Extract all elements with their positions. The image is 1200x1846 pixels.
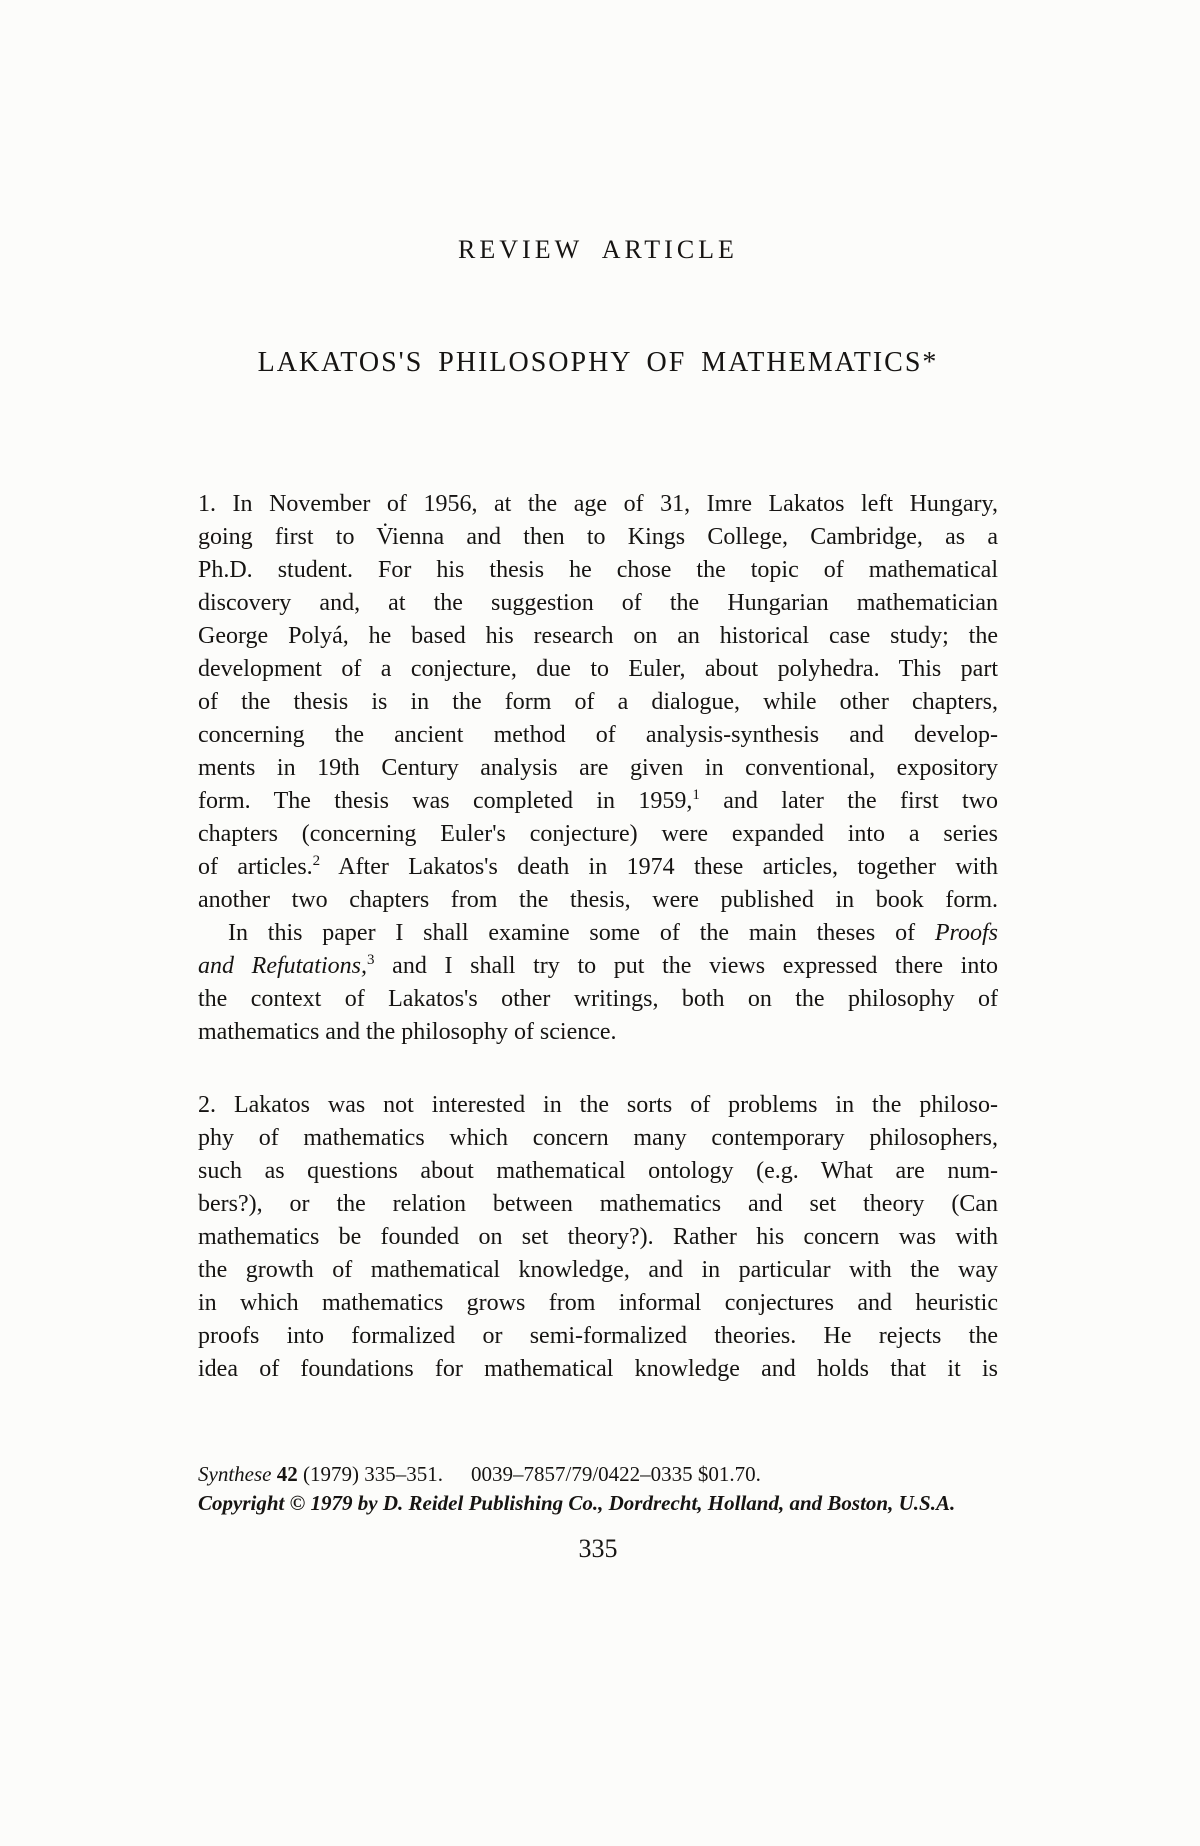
body-text-line xyxy=(198,521,998,554)
journal-citation xyxy=(198,1460,1008,1518)
body-text-line xyxy=(198,851,998,884)
body-text-line xyxy=(198,884,998,917)
footnote-marker: 2 xyxy=(312,853,321,869)
text-segment: discovery and, at the suggestion of the Hungarian mathematician xyxy=(198,590,998,616)
body-text-line xyxy=(198,1155,998,1188)
text-segment: 0039–7857/79/0422–0335 $01.70. xyxy=(470,1462,761,1486)
text-segment: After Lakatos's death in 1974 these articles, together with xyxy=(320,854,998,880)
body-text-line xyxy=(198,587,998,620)
text-segment: 2. Lakatos was not interested in the sorts of problems in the philoso- xyxy=(198,1092,998,1118)
text-segment: phy of mathematics which concern many contemporary philosophers, xyxy=(198,1125,998,1151)
article-title: LAKATOS'S PHILOSOPHY OF MATHEMATICS* xyxy=(257,347,939,378)
text-segment: the context of Lakatos's other writings, both on the philosophy of xyxy=(198,986,998,1012)
text-segment: Proofs xyxy=(934,920,998,946)
text-segment: mathematics be founded on set theory?). Rather his concern was with xyxy=(198,1224,998,1250)
text-segment: mathematics and the philosophy of science. xyxy=(198,1019,617,1045)
body-text-line xyxy=(198,983,998,1016)
text-segment: In this paper I shall examine some of the main theses of xyxy=(228,920,935,946)
text-segment: ments in 19th Century analysis are given in conventional, expository xyxy=(198,755,998,781)
body-text-line xyxy=(198,1353,998,1386)
section-2 xyxy=(198,1089,998,1386)
article-type-heading: REVIEW ARTICLE xyxy=(458,235,738,264)
citation-line xyxy=(198,1489,1008,1518)
text-segment: George Polyá, he based his research on an historical case study; the xyxy=(198,623,998,649)
text-segment: of the thesis is in the form of a dialogue, while other chapters, xyxy=(198,689,998,715)
text-segment: 42 xyxy=(271,1462,298,1486)
text-segment: (1979) 335–351. xyxy=(297,1462,443,1486)
text-segment: of articles. xyxy=(198,854,313,880)
footnote-marker: 1 xyxy=(692,787,700,803)
text-segment: development of a conjecture, due to Euler, about polyhedra. This part xyxy=(198,656,998,682)
body-text-line xyxy=(198,554,998,587)
text-segment: another two chapters from the thesis, were published in book form. xyxy=(198,887,998,913)
text-segment: and I shall try to put the views expressed there into xyxy=(374,953,998,979)
text-segment: Synthese xyxy=(198,1462,272,1486)
article-body xyxy=(198,488,998,1386)
text-segment: 1. In November of 1956, at the age of 31, Imre Lakatos left Hungary, xyxy=(198,491,998,517)
body-text-line xyxy=(198,950,998,983)
text-segment: and Refutations, xyxy=(198,953,367,979)
text-segment: idea of foundations for mathematical knowledge and holds that it is xyxy=(198,1356,998,1382)
body-text-line xyxy=(198,1287,998,1320)
text-segment: form. The thesis was completed in 1959, xyxy=(198,788,693,814)
footnote-marker: 3 xyxy=(367,952,375,968)
body-text-line xyxy=(198,752,998,785)
body-text-line xyxy=(198,719,998,752)
text-segment: bers?), or the relation between mathematics and set theory (Can xyxy=(198,1191,998,1217)
body-text-line xyxy=(198,686,998,719)
text-segment: such as questions about mathematical ontology (e.g. What are num- xyxy=(198,1158,998,1184)
text-segment: proofs into formalized or semi-formalized theories. He rejects the xyxy=(198,1323,998,1349)
text-segment: in which mathematics grows from informal conjectures and heuristic xyxy=(198,1290,998,1316)
text-segment: Copyright © 1979 by D. Reidel Publishing Co., Dordrecht, Holland, and Boston, U.S.A. xyxy=(198,1491,956,1515)
text-segment: the growth of mathematical knowledge, and in particular with the way xyxy=(198,1257,998,1283)
text-segment: chapters (concerning Euler's conjecture) were expanded into a series xyxy=(198,821,998,847)
body-text-line xyxy=(198,488,998,521)
text-segment: going first to V̇ienna and then to Kings College, Cambridge, as a xyxy=(198,524,998,550)
body-text-line xyxy=(198,785,998,818)
body-text-line xyxy=(198,620,998,653)
citation-line xyxy=(198,1460,1008,1489)
body-text-line xyxy=(198,1254,998,1287)
text-segment: and later the first two xyxy=(699,788,998,814)
body-text-line xyxy=(198,917,998,950)
body-text-line xyxy=(198,1320,998,1353)
text-segment: concerning the ancient method of analysis-synthesis and develop- xyxy=(198,722,998,748)
body-text-line xyxy=(198,1122,998,1155)
body-text-line xyxy=(198,1188,998,1221)
text-segment: Ph.D. student. For his thesis he chose the topic of mathematical xyxy=(198,557,998,583)
page-number: 335 xyxy=(578,1534,618,1563)
body-text-line xyxy=(198,1089,998,1122)
section-1 xyxy=(198,488,998,1049)
body-text-line xyxy=(198,653,998,686)
body-text-line xyxy=(198,1016,998,1049)
body-text-line xyxy=(198,1221,998,1254)
body-text-line xyxy=(198,818,998,851)
